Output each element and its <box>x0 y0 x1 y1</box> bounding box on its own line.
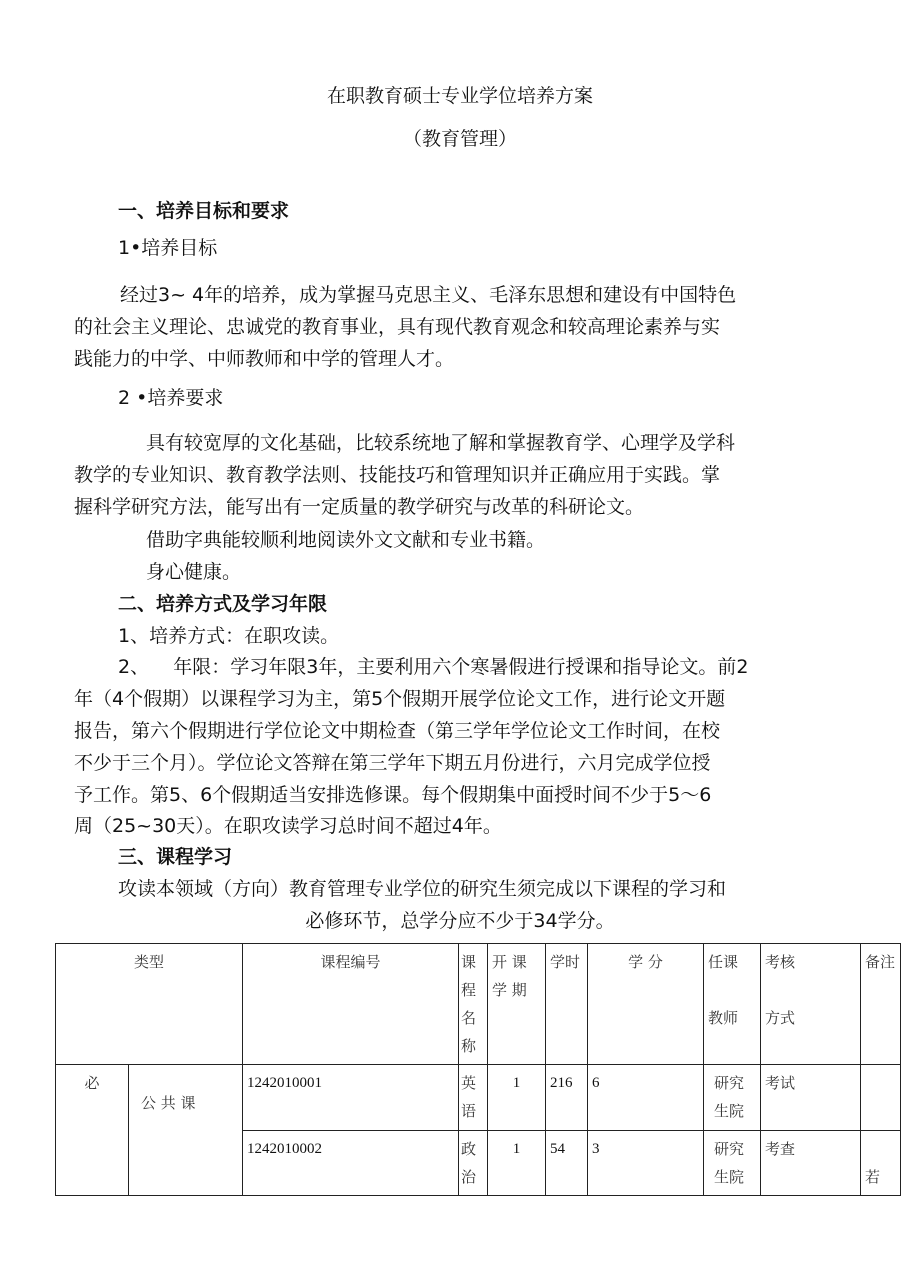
header-teacher <box>704 944 761 1065</box>
course-table <box>55 943 901 1196</box>
header-teacher-line: 教师 <box>708 1009 739 1027</box>
header-hours: 学时 <box>546 944 588 1065</box>
course-note <box>861 1065 901 1131</box>
course-name: 英语 <box>459 1065 488 1131</box>
paragraph-line: 握科学研究方法，能写出有一定质量的教学研究与改革的科研论文。 <box>74 496 645 518</box>
course-term: 1 <box>488 1131 546 1196</box>
course-teacher <box>704 1065 761 1131</box>
course-code: 1242010001 <box>243 1065 459 1131</box>
paragraph-line: 周（25~30天）。在职攻读学习总时间不超过4年。 <box>74 815 502 837</box>
paragraph-line: 借助字典能较顺利地阅读外文文献和专业书籍。 <box>146 529 546 551</box>
paragraph-line: 报告，第六个假期进行学位论文中期检查（第三学年学位论文工作时间，在校 <box>74 720 721 742</box>
document-subtitle: （教育管理） <box>402 128 517 150</box>
section-heading-2: 二、培养方式及学习年限 <box>118 593 328 615</box>
header-note: 备注 <box>861 944 901 1065</box>
course-teacher <box>704 1131 761 1196</box>
course-credit: 3 <box>588 1131 704 1196</box>
header-exam-line: 方式 <box>765 1009 796 1027</box>
paragraph-line: 予工作。第5、6个假期适当安排选修课。每个假期集中面授时间不少于5～6 <box>74 784 712 806</box>
paragraph-line: 践能力的中学、中师教师和中学的管理人才。 <box>74 348 455 370</box>
course-teacher-text: 研究生院 <box>714 1074 745 1120</box>
section-heading-3: 三、课程学习 <box>118 846 233 868</box>
paragraph-line: 必修环节，总学分应不少于34学分。 <box>305 910 615 932</box>
header-name: 课程名称 <box>459 944 488 1065</box>
course-teacher-text: 研究生院 <box>714 1140 745 1186</box>
course-note: 若 <box>861 1131 901 1196</box>
section-heading-1: 一、培养目标和要求 <box>118 200 290 222</box>
table-header-row <box>56 944 901 1065</box>
header-credit: 学 分 <box>588 944 704 1065</box>
subheading-requirements: 2 •培养要求 <box>118 387 224 409</box>
category-cell: 必 <box>56 1065 129 1196</box>
paragraph-line: 年（4个假期）以课程学习为主，第5个假期开展学位论文工作，进行论文开题 <box>74 688 726 710</box>
header-type: 类型 <box>56 944 243 1065</box>
header-term: 开 课 学 期 <box>488 944 546 1065</box>
paragraph-line: 2、 年限：学习年限3年，主要利用六个寒暑假进行授课和指导论文。前2 <box>118 656 749 678</box>
header-code: 课程编号 <box>243 944 459 1065</box>
course-exam: 考查 <box>761 1131 861 1196</box>
subcategory-cell: 公 共 课 <box>129 1065 243 1196</box>
course-hours: 54 <box>546 1131 588 1196</box>
course-hours: 216 <box>546 1065 588 1131</box>
header-exam-line: 考核 <box>765 953 796 971</box>
subheading-goal: 1•培养目标 <box>118 237 218 259</box>
paragraph-line: 身心健康。 <box>146 561 242 583</box>
document-title: 在职教育硕士专业学位培养方案 <box>326 85 593 107</box>
header-exam <box>761 944 861 1065</box>
paragraph-line: 不少于三个月）。学位论文答辩在第三学年下期五月份进行，六月完成学位授 <box>74 752 711 774</box>
course-code: 1242010002 <box>243 1131 459 1196</box>
paragraph-line: 1、培养方式：在职攻读。 <box>118 625 340 647</box>
course-credit: 6 <box>588 1065 704 1131</box>
course-name: 政治 <box>459 1131 488 1196</box>
paragraph-line: 具有较宽厚的文化基础，比较系统地了解和掌握教育学、心理学及学科 <box>146 432 736 454</box>
paragraph-line: 经过3~ 4年的培养，成为掌握马克思主义、毛泽东思想和建设有中国特色 <box>120 284 737 306</box>
course-term: 1 <box>488 1065 546 1131</box>
header-teacher-line: 任课 <box>708 953 739 971</box>
paragraph-line: 的社会主义理论、忠诚党的教育事业，具有现代教育观念和较高理论素养与实 <box>74 316 721 338</box>
paragraph-line: 教学的专业知识、教育教学法则、技能技巧和管理知识并正确应用于实践。掌 <box>74 464 721 486</box>
table-row <box>56 1065 901 1131</box>
course-exam: 考试 <box>761 1065 861 1131</box>
paragraph-line: 攻读本领域（方向）教育管理专业学位的研究生须完成以下课程的学习和 <box>118 878 727 900</box>
